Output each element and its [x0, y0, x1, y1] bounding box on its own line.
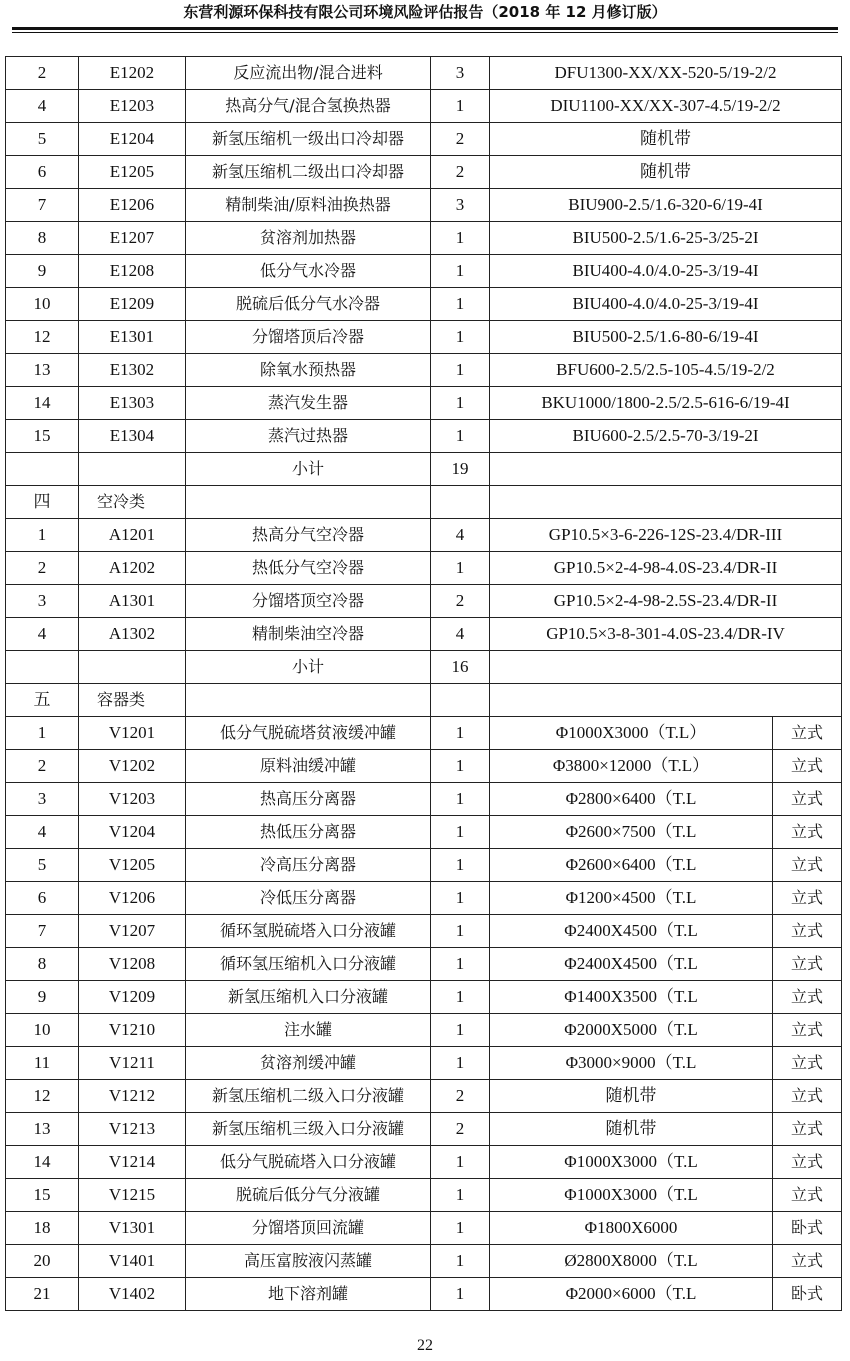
- row-no-cell: 7: [6, 915, 79, 948]
- table-row: [6, 288, 842, 321]
- row-no-cell: 10: [6, 1014, 79, 1047]
- equipment-name-cell: [186, 684, 431, 717]
- spec-cell: BIU400-4.0/4.0-25-3/19-4I: [490, 288, 842, 321]
- equipment-id-cell: E1302: [79, 354, 186, 387]
- equipment-name-cell: 小计: [186, 651, 431, 684]
- spec-cell: Φ1000X3000（T.L: [490, 1179, 773, 1212]
- equipment-id-cell: E1303: [79, 387, 186, 420]
- equipment-name-cell: 高压富胺液闪蒸罐: [186, 1245, 431, 1278]
- quantity-cell: 1: [431, 552, 490, 585]
- equipment-name-cell: 分馏塔顶空冷器: [186, 585, 431, 618]
- spec-cell: DFU1300-XX/XX-520-5/19-2/2: [490, 57, 842, 90]
- equipment-id-cell: V1212: [79, 1080, 186, 1113]
- subtotal-row: [6, 453, 842, 486]
- row-no-cell: 15: [6, 420, 79, 453]
- table-row: [6, 783, 842, 816]
- spec-cell: Φ1200×4500（T.L: [490, 882, 773, 915]
- equipment-id-cell: V1204: [79, 816, 186, 849]
- row-no-cell: 2: [6, 750, 79, 783]
- row-no-cell: 3: [6, 783, 79, 816]
- equipment-id-cell: E1207: [79, 222, 186, 255]
- spec-cell: BIU900-2.5/1.6-320-6/19-4I: [490, 189, 842, 222]
- category-row: [6, 684, 842, 717]
- equipment-id-cell: E1202: [79, 57, 186, 90]
- row-no-cell: 8: [6, 222, 79, 255]
- equipment-id-cell: A1202: [79, 552, 186, 585]
- table-row: [6, 1113, 842, 1146]
- equipment-name-cell: 低分气脱硫塔贫液缓冲罐: [186, 717, 431, 750]
- equipment-name-cell: 热高压分离器: [186, 783, 431, 816]
- quantity-cell: 4: [431, 618, 490, 651]
- equipment-id-cell: V1207: [79, 915, 186, 948]
- row-no-cell: 13: [6, 1113, 79, 1146]
- equipment-id-cell: A1302: [79, 618, 186, 651]
- spec-cell: Φ2000×6000（T.L: [490, 1278, 773, 1311]
- equipment-id-cell: V1202: [79, 750, 186, 783]
- equipment-name-cell: 分馏塔顶回流罐: [186, 1212, 431, 1245]
- equipment-name-cell: 脱硫后低分气水冷器: [186, 288, 431, 321]
- equipment-name-cell: 循环氢脱硫塔入口分液罐: [186, 915, 431, 948]
- table-row: [6, 981, 842, 1014]
- equipment-name-cell: 地下溶剂罐: [186, 1278, 431, 1311]
- row-no-cell: 20: [6, 1245, 79, 1278]
- equipment-id-cell: E1205: [79, 156, 186, 189]
- orientation-cell: 立式: [773, 717, 842, 750]
- spec-cell: Φ2400X4500（T.L: [490, 948, 773, 981]
- row-no-cell: 8: [6, 948, 79, 981]
- spec-cell: GP10.5×2-4-98-4.0S-23.4/DR-II: [490, 552, 842, 585]
- quantity-cell: 1: [431, 387, 490, 420]
- equipment-id-cell: E1203: [79, 90, 186, 123]
- equipment-name-cell: [186, 486, 431, 519]
- equipment-name-cell: 循环氢压缩机入口分液罐: [186, 948, 431, 981]
- quantity-cell: 1: [431, 90, 490, 123]
- equipment-id-cell: V1301: [79, 1212, 186, 1245]
- quantity-cell: [431, 684, 490, 717]
- table-row: [6, 1047, 842, 1080]
- spec-cell: DIU1100-XX/XX-307-4.5/19-2/2: [490, 90, 842, 123]
- equipment-name-cell: 贫溶剂缓冲罐: [186, 1047, 431, 1080]
- quantity-cell: 3: [431, 189, 490, 222]
- spec-cell: Φ2600×7500（T.L: [490, 816, 773, 849]
- quantity-cell: 1: [431, 1179, 490, 1212]
- quantity-cell: 1: [431, 750, 490, 783]
- equipment-id-cell: A1201: [79, 519, 186, 552]
- quantity-cell: [431, 486, 490, 519]
- table-row: [6, 1014, 842, 1047]
- row-no-cell: 6: [6, 156, 79, 189]
- quantity-cell: 1: [431, 321, 490, 354]
- equipment-name-cell: 新氢压缩机三级入口分液罐: [186, 1113, 431, 1146]
- table-row: [6, 552, 842, 585]
- quantity-cell: 2: [431, 123, 490, 156]
- equipment-id-cell: V1402: [79, 1278, 186, 1311]
- row-no-cell: 2: [6, 552, 79, 585]
- equipment-id-cell: V1213: [79, 1113, 186, 1146]
- row-no-cell: 10: [6, 288, 79, 321]
- equipment-name-cell: 蒸汽过热器: [186, 420, 431, 453]
- spec-cell: Φ3800×12000（T.L）: [490, 750, 773, 783]
- spec-cell: 随机带: [490, 156, 842, 189]
- row-no-cell: 4: [6, 816, 79, 849]
- equipment-id-cell: A1301: [79, 585, 186, 618]
- spec-cell: 随机带: [490, 1080, 773, 1113]
- equipment-id-cell: [79, 651, 186, 684]
- equipment-id-cell: V1215: [79, 1179, 186, 1212]
- spec-cell: Ø2800X8000（T.L: [490, 1245, 773, 1278]
- equipment-id-cell: V1211: [79, 1047, 186, 1080]
- equipment-name-cell: 新氢压缩机一级出口冷却器: [186, 123, 431, 156]
- spec-cell: 随机带: [490, 123, 842, 156]
- row-no-cell: 1: [6, 519, 79, 552]
- row-no-cell: 9: [6, 981, 79, 1014]
- quantity-cell: 1: [431, 420, 490, 453]
- spec-cell: Φ3000×9000（T.L: [490, 1047, 773, 1080]
- orientation-cell: 立式: [773, 948, 842, 981]
- table-row: [6, 57, 842, 90]
- table-row: [6, 882, 842, 915]
- quantity-cell: 1: [431, 948, 490, 981]
- quantity-cell: 19: [431, 453, 490, 486]
- row-no-cell: 11: [6, 1047, 79, 1080]
- header-rule-thick: [12, 27, 838, 30]
- equipment-name-cell: 小计: [186, 453, 431, 486]
- quantity-cell: 1: [431, 1146, 490, 1179]
- table-row: [6, 354, 842, 387]
- row-no-cell: 14: [6, 1146, 79, 1179]
- row-no-cell: 15: [6, 1179, 79, 1212]
- table-row: [6, 255, 842, 288]
- row-no-cell: [6, 453, 79, 486]
- equipment-name-cell: 贫溶剂加热器: [186, 222, 431, 255]
- row-no-cell: 4: [6, 90, 79, 123]
- equipment-name-cell: 冷高压分离器: [186, 849, 431, 882]
- orientation-cell: 立式: [773, 1146, 842, 1179]
- table-row: [6, 90, 842, 123]
- orientation-cell: 卧式: [773, 1212, 842, 1245]
- table-row: [6, 1080, 842, 1113]
- equipment-name-cell: 除氧水预热器: [186, 354, 431, 387]
- equipment-id-cell: V1201: [79, 717, 186, 750]
- equipment-id-cell: E1208: [79, 255, 186, 288]
- equipment-table: [5, 56, 842, 1311]
- spec-cell: Φ2000X5000（T.L: [490, 1014, 773, 1047]
- orientation-cell: 立式: [773, 915, 842, 948]
- equipment-name-cell: 低分气水冷器: [186, 255, 431, 288]
- spec-cell: 随机带: [490, 1113, 773, 1146]
- quantity-cell: 2: [431, 1080, 490, 1113]
- quantity-cell: 1: [431, 222, 490, 255]
- row-no-cell: 四: [6, 486, 79, 519]
- row-no-cell: 18: [6, 1212, 79, 1245]
- equipment-id-cell: V1210: [79, 1014, 186, 1047]
- row-no-cell: 14: [6, 387, 79, 420]
- orientation-cell: 立式: [773, 1245, 842, 1278]
- spec-cell: [490, 453, 842, 486]
- row-no-cell: [6, 651, 79, 684]
- quantity-cell: 1: [431, 1245, 490, 1278]
- orientation-cell: 立式: [773, 849, 842, 882]
- equipment-name-cell: 注水罐: [186, 1014, 431, 1047]
- quantity-cell: 1: [431, 783, 490, 816]
- equipment-id-cell: [79, 453, 186, 486]
- row-no-cell: 5: [6, 123, 79, 156]
- equipment-name-cell: 热高分气空冷器: [186, 519, 431, 552]
- page-number: 22: [417, 1337, 433, 1354]
- equipment-id-cell: V1203: [79, 783, 186, 816]
- quantity-cell: 2: [431, 585, 490, 618]
- quantity-cell: 1: [431, 255, 490, 288]
- quantity-cell: 2: [431, 156, 490, 189]
- spec-cell: BIU500-2.5/1.6-25-3/25-2I: [490, 222, 842, 255]
- equipment-name-cell: 热高分气/混合氢换热器: [186, 90, 431, 123]
- orientation-cell: 立式: [773, 750, 842, 783]
- equipment-id-cell: V1209: [79, 981, 186, 1014]
- row-no-cell: 7: [6, 189, 79, 222]
- spec-cell: BFU600-2.5/2.5-105-4.5/19-2/2: [490, 354, 842, 387]
- equipment-name-cell: 冷低压分离器: [186, 882, 431, 915]
- table-row: [6, 156, 842, 189]
- quantity-cell: 1: [431, 915, 490, 948]
- equipment-name-cell: 新氢压缩机二级出口冷却器: [186, 156, 431, 189]
- table-row: [6, 585, 842, 618]
- equipment-name-cell: 脱硫后低分气分液罐: [186, 1179, 431, 1212]
- row-no-cell: 五: [6, 684, 79, 717]
- page-header: 东营利源环保科技有限公司环境风险评估报告（2018 年 12 月修订版）: [183, 3, 667, 21]
- table-row: [6, 1278, 842, 1311]
- table-row: [6, 1245, 842, 1278]
- quantity-cell: 1: [431, 849, 490, 882]
- quantity-cell: 1: [431, 1212, 490, 1245]
- row-no-cell: 13: [6, 354, 79, 387]
- table-row: [6, 618, 842, 651]
- spec-cell: Φ1000X3000（T.L）: [490, 717, 773, 750]
- category-row: [6, 486, 842, 519]
- equipment-id-cell: E1206: [79, 189, 186, 222]
- table-row: [6, 915, 842, 948]
- spec-cell: Φ1400X3500（T.L: [490, 981, 773, 1014]
- table-row: [6, 816, 842, 849]
- spec-cell: [490, 486, 842, 519]
- table-row: [6, 222, 842, 255]
- row-no-cell: 12: [6, 1080, 79, 1113]
- orientation-cell: 立式: [773, 1014, 842, 1047]
- row-no-cell: 1: [6, 717, 79, 750]
- quantity-cell: 3: [431, 57, 490, 90]
- equipment-name-cell: 新氢压缩机二级入口分液罐: [186, 1080, 431, 1113]
- row-no-cell: 5: [6, 849, 79, 882]
- table-row: [6, 387, 842, 420]
- orientation-cell: 立式: [773, 981, 842, 1014]
- header-rule-thin: [12, 32, 838, 33]
- table-row: [6, 420, 842, 453]
- equipment-name-cell: 热低分气空冷器: [186, 552, 431, 585]
- spec-cell: BIU600-2.5/2.5-70-3/19-2I: [490, 420, 842, 453]
- table-row: [6, 123, 842, 156]
- row-no-cell: 9: [6, 255, 79, 288]
- quantity-cell: 2: [431, 1113, 490, 1146]
- quantity-cell: 1: [431, 981, 490, 1014]
- orientation-cell: 立式: [773, 1113, 842, 1146]
- spec-cell: GP10.5×2-4-98-2.5S-23.4/DR-II: [490, 585, 842, 618]
- equipment-name-cell: 原料油缓冲罐: [186, 750, 431, 783]
- equipment-id-cell: 空冷类: [79, 486, 186, 519]
- orientation-cell: 立式: [773, 882, 842, 915]
- table-row: [6, 519, 842, 552]
- table-row: [6, 321, 842, 354]
- equipment-id-cell: 容器类: [79, 684, 186, 717]
- table-row: [6, 948, 842, 981]
- spec-cell: BIU500-2.5/1.6-80-6/19-4I: [490, 321, 842, 354]
- equipment-name-cell: 反应流出物/混合进料: [186, 57, 431, 90]
- spec-cell: [490, 651, 842, 684]
- equipment-id-cell: V1206: [79, 882, 186, 915]
- quantity-cell: 4: [431, 519, 490, 552]
- quantity-cell: 1: [431, 1278, 490, 1311]
- equipment-name-cell: 蒸汽发生器: [186, 387, 431, 420]
- orientation-cell: 立式: [773, 816, 842, 849]
- quantity-cell: 1: [431, 354, 490, 387]
- quantity-cell: 16: [431, 651, 490, 684]
- equipment-id-cell: V1401: [79, 1245, 186, 1278]
- quantity-cell: 1: [431, 882, 490, 915]
- equipment-id-cell: E1204: [79, 123, 186, 156]
- orientation-cell: 立式: [773, 783, 842, 816]
- equipment-name-cell: 热低压分离器: [186, 816, 431, 849]
- equipment-name-cell: 精制柴油空冷器: [186, 618, 431, 651]
- row-no-cell: 2: [6, 57, 79, 90]
- equipment-name-cell: 低分气脱硫塔入口分液罐: [186, 1146, 431, 1179]
- equipment-id-cell: V1205: [79, 849, 186, 882]
- equipment-name-cell: 分馏塔顶后冷器: [186, 321, 431, 354]
- table-row: [6, 1146, 842, 1179]
- equipment-name-cell: 精制柴油/原料油换热器: [186, 189, 431, 222]
- row-no-cell: 12: [6, 321, 79, 354]
- orientation-cell: 立式: [773, 1080, 842, 1113]
- spec-cell: BKU1000/1800-2.5/2.5-616-6/19-4I: [490, 387, 842, 420]
- spec-cell: Φ2600×6400（T.L: [490, 849, 773, 882]
- equipment-name-cell: 新氢压缩机入口分液罐: [186, 981, 431, 1014]
- table-row: [6, 189, 842, 222]
- equipment-id-cell: E1301: [79, 321, 186, 354]
- table-row: [6, 849, 842, 882]
- spec-cell: GP10.5×3-8-301-4.0S-23.4/DR-IV: [490, 618, 842, 651]
- row-no-cell: 3: [6, 585, 79, 618]
- spec-cell: GP10.5×3-6-226-12S-23.4/DR-III: [490, 519, 842, 552]
- equipment-id-cell: E1209: [79, 288, 186, 321]
- spec-cell: BIU400-4.0/4.0-25-3/19-4I: [490, 255, 842, 288]
- table-row: [6, 750, 842, 783]
- quantity-cell: 1: [431, 717, 490, 750]
- spec-cell: Φ1800X6000: [490, 1212, 773, 1245]
- spec-cell: Φ2800×6400（T.L: [490, 783, 773, 816]
- table-row: [6, 717, 842, 750]
- quantity-cell: 1: [431, 1014, 490, 1047]
- quantity-cell: 1: [431, 816, 490, 849]
- row-no-cell: 4: [6, 618, 79, 651]
- equipment-id-cell: V1208: [79, 948, 186, 981]
- quantity-cell: 1: [431, 1047, 490, 1080]
- orientation-cell: 卧式: [773, 1278, 842, 1311]
- row-no-cell: 6: [6, 882, 79, 915]
- equipment-id-cell: E1304: [79, 420, 186, 453]
- spec-cell: Φ1000X3000（T.L: [490, 1146, 773, 1179]
- orientation-cell: 立式: [773, 1179, 842, 1212]
- spec-cell: Φ2400X4500（T.L: [490, 915, 773, 948]
- subtotal-row: [6, 651, 842, 684]
- row-no-cell: 21: [6, 1278, 79, 1311]
- table-row: [6, 1212, 842, 1245]
- spec-cell: [490, 684, 842, 717]
- orientation-cell: 立式: [773, 1047, 842, 1080]
- table-row: [6, 1179, 842, 1212]
- equipment-id-cell: V1214: [79, 1146, 186, 1179]
- equipment-table-body: [6, 57, 842, 1311]
- quantity-cell: 1: [431, 288, 490, 321]
